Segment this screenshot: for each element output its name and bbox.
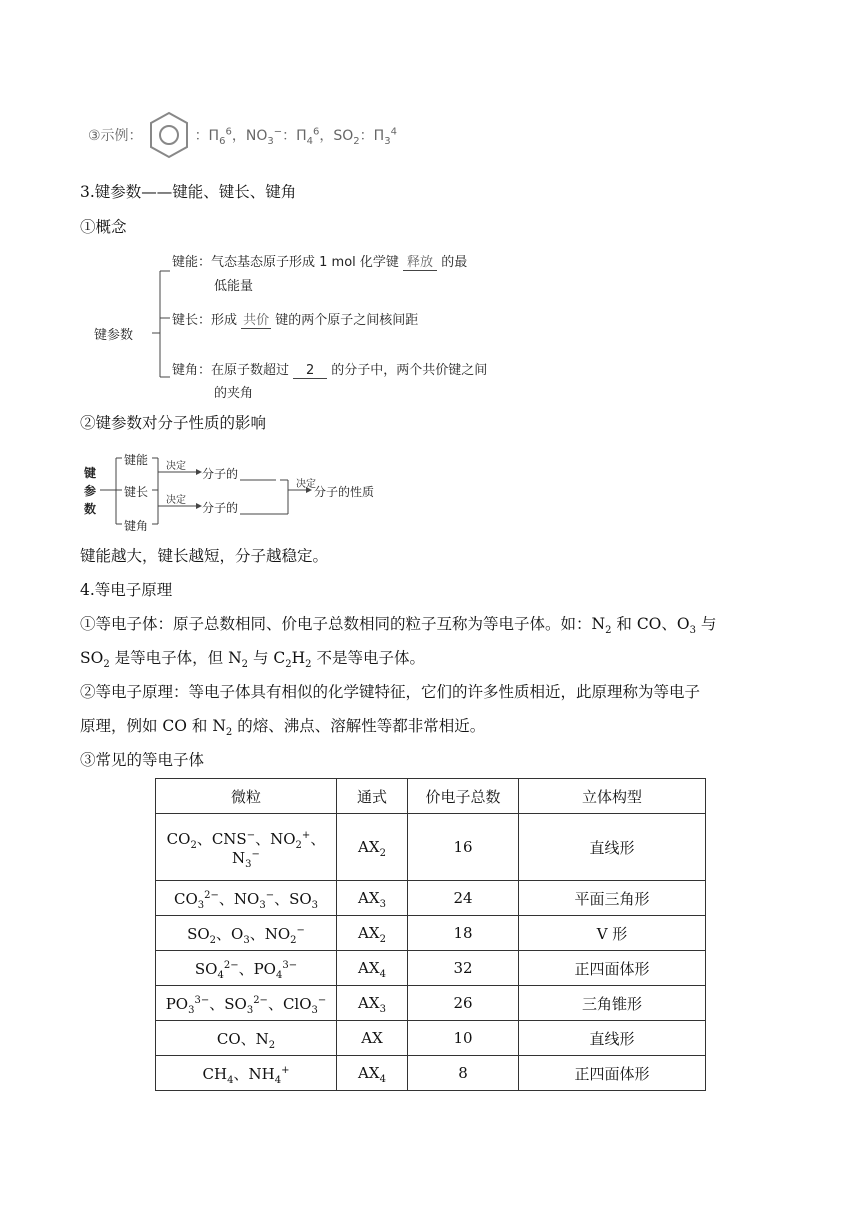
formula-cell: $AX_3$ <box>337 881 408 916</box>
header-particles: 微粒 <box>156 779 337 814</box>
formula-cell: AX <box>337 1021 408 1056</box>
header-electrons: 价电子总数 <box>408 779 519 814</box>
electrons-cell: 8 <box>408 1056 519 1091</box>
table-row <box>156 1056 706 1091</box>
electrons-cell: 26 <box>408 986 519 1021</box>
root-char-3: 数 <box>84 502 97 516</box>
common-isoelectronic-heading: ③常见的等电子体 <box>80 751 205 769</box>
molecule-blank-2: 分子的 <box>202 501 239 515</box>
section4-title: 4.等电子原理 <box>80 581 173 599</box>
length-blank: 共价 <box>241 309 271 329</box>
particles-cell: $SO_4^{2-}$、$PO_4^{3-}$ <box>156 951 337 986</box>
table-header-row <box>156 779 706 814</box>
particles-cell: $CO_2$、CNS−、$NO_2^+$、 $N_3^-$ <box>156 814 337 881</box>
isoelectronic-def-line2: $SO_2$ 是等电子体，但 $N_2$ 与 $C_2H_2$ 不是等电子体。 <box>80 649 425 671</box>
shape-cell: 直线形 <box>519 814 706 881</box>
formula-cell: $AX_4$ <box>337 951 408 986</box>
decide-label-3: 决定 <box>296 479 316 490</box>
isoelectronic-principle-line1: ②等电子原理：等电子体具有相似的化学键特征，它们的许多性质相近，此原理称为等电子 <box>80 683 701 701</box>
bond-parameter-influence-diagram <box>80 448 420 534</box>
node-energy: 键能 <box>124 453 149 467</box>
particles-cell: $CH_4$、$NH_4^+$ <box>156 1056 337 1091</box>
decide-label-1: 决定 <box>166 461 186 472</box>
table-row <box>156 986 706 1021</box>
bond-parameter-concept-diagram <box>80 245 540 405</box>
shape-cell: V 形 <box>519 916 706 951</box>
shape-cell: 三角锥形 <box>519 986 706 1021</box>
stability-note: 键能越大，键长越短，分子越稳定。 <box>80 547 329 565</box>
particles-cell: CO、$N_2$ <box>156 1021 337 1056</box>
molecule-blank-1: 分子的 <box>202 467 239 481</box>
header-shape: 立体构型 <box>519 779 706 814</box>
energy-blank: 释放 <box>403 251 437 271</box>
formula-cell: $AX_2$ <box>337 814 408 881</box>
shape-cell: 正四面体形 <box>519 1056 706 1091</box>
formula-cell: $AX_4$ <box>337 1056 408 1091</box>
benzene-ring-icon <box>147 110 191 160</box>
formula-cell: $AX_3$ <box>337 986 408 1021</box>
decide-label-2: 决定 <box>166 495 186 506</box>
particles-cell: $CO_3^{2-}$、$NO_3^-$、$SO_3$ <box>156 881 337 916</box>
section3-title: 3.键参数——键能、键长、键角 <box>80 183 297 201</box>
shape-cell: 正四面体形 <box>519 951 706 986</box>
table-row <box>156 1021 706 1056</box>
angle-row: 键角：在原子数超过 2 的分子中，两个共价键之间 <box>172 363 488 378</box>
shape-cell: 平面三角形 <box>519 881 706 916</box>
result-label: 分子的性质 <box>314 485 375 499</box>
influence-heading: ②键参数对分子性质的影响 <box>80 414 267 432</box>
formula-cell: $AX_2$ <box>337 916 408 951</box>
example-label: ③示例： <box>88 128 143 144</box>
electrons-cell: 10 <box>408 1021 519 1056</box>
electrons-cell: 18 <box>408 916 519 951</box>
table-row <box>156 881 706 916</box>
table-row <box>156 951 706 986</box>
root-label: 键参数 <box>94 328 134 343</box>
electrons-cell: 32 <box>408 951 519 986</box>
node-angle: 键角 <box>124 519 149 533</box>
electrons-cell: 24 <box>408 881 519 916</box>
energy-row: 键能：气态基态原子形成 1 mol 化学键 释放 的最 <box>172 251 467 271</box>
root-char-1: 键 <box>84 466 97 480</box>
angle-row-cont: 的夹角 <box>214 386 254 401</box>
particles-cell: $PO_3^{3-}$、$SO_3^{2-}$、ClO$_3$− <box>156 986 337 1021</box>
length-row: 键长：形成 共价 键的两个原子之间核间距 <box>172 309 418 329</box>
concept-heading: ①概念 <box>80 218 127 236</box>
root-char-2: 参 <box>84 484 97 498</box>
angle-blank: 2 <box>293 363 327 379</box>
energy-row-cont: 低能量 <box>214 279 254 294</box>
table-row <box>156 814 706 881</box>
electrons-cell: 16 <box>408 814 519 881</box>
example-line <box>88 110 397 160</box>
isoelectronic-def-line1: ①等电子体：原子总数相同、价电子总数相同的粒子互称为等电子体。如：$N_2$ 和 CO、$O_3$ 与 <box>80 615 717 637</box>
table-row <box>156 916 706 951</box>
isoelectronic-principle-line2: 原理，例如 CO 和 $N_2$ 的熔、沸点、溶解性等都非常相近。 <box>80 717 486 739</box>
node-length: 键长 <box>124 485 149 499</box>
shape-cell: 直线形 <box>519 1021 706 1056</box>
particles-cell: $SO_2$、$O_3$、$NO_2^-$ <box>156 916 337 951</box>
header-formula: 通式 <box>337 779 408 814</box>
example-text: ：$\Pi_6^6$，$NO_3^-$：$\Pi_4^6$，$SO_2$：$\Pi_3^4$ <box>194 126 397 147</box>
isoelectronic-table <box>155 778 706 1091</box>
